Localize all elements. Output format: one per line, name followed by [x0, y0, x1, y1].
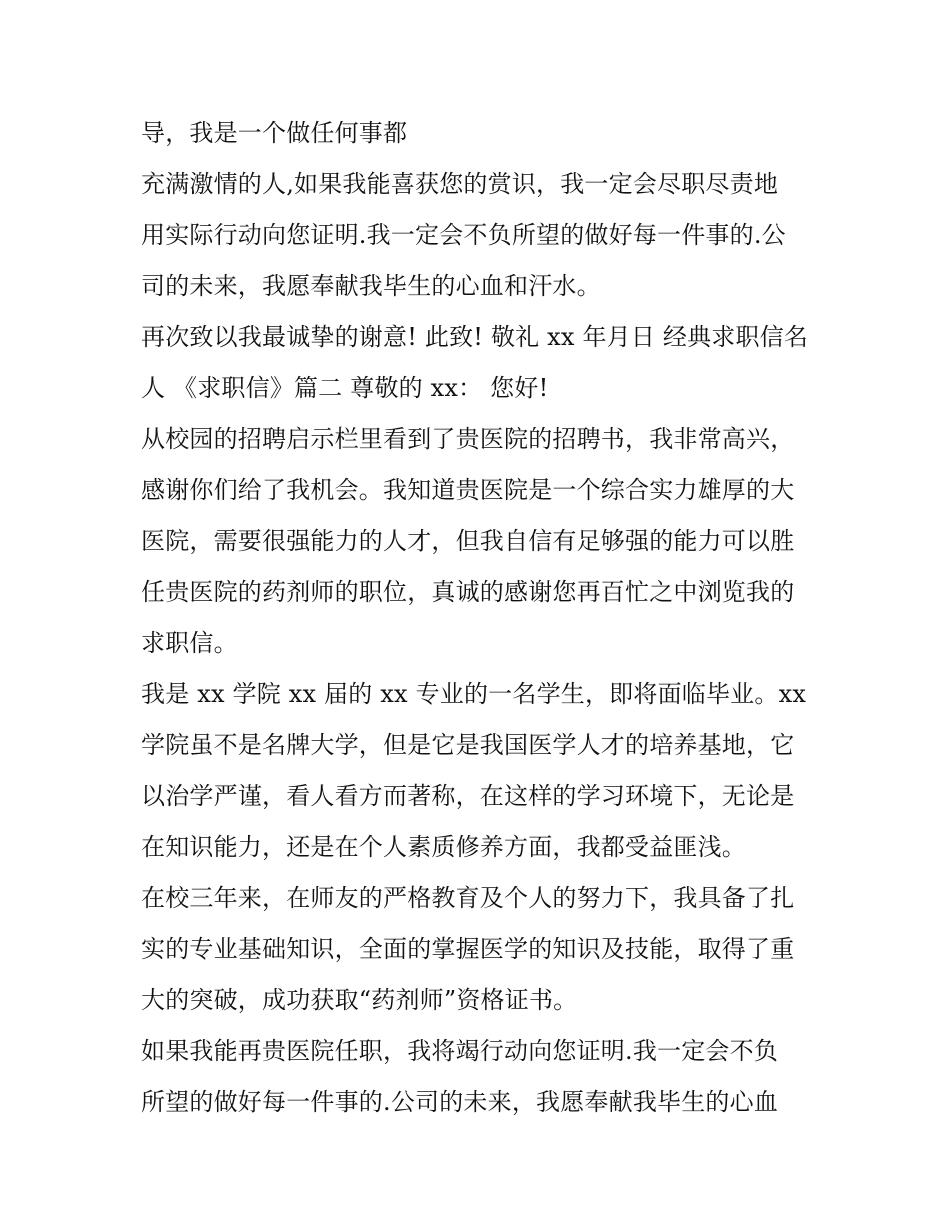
text-line: 学院虽不是名牌大学，但是它是我国医学人才的培养基地，它: [141, 731, 795, 759]
text-line: 在校三年来，在师友的严格教育及个人的努力下，我具备了扎: [141, 884, 795, 912]
text-line: 在知识能力，还是在个人素质修养方面，我都受益匪浅。: [141, 833, 746, 861]
text-line: 从校园的招聘启示栏里看到了贵医院的招聘书，我非常高兴，: [141, 425, 795, 453]
text-line: 以治学严谨，看人看方而著称，在这样的学习环境下，无论是: [141, 782, 795, 810]
text-line: 人 《求职信》篇二 尊敬的 xx： 您好!: [141, 374, 549, 402]
text-line: 任贵医院的药剂师的职位，真诚的感谢您再百忙之中浏览我的: [141, 578, 795, 606]
text-line: 司的未来，我愿奉献我毕生的心血和汗水。: [141, 272, 601, 300]
text-line: 再次致以我最诚挚的谢意! 此致! 敬礼 xx 年月日 经典求职信名: [141, 323, 809, 351]
text-line: 感谢你们给了我机会。我知道贵医院是一个综合实力雄厚的大: [141, 476, 795, 504]
text-line: 如果我能再贵医院任职，我将竭行动向您证明.我一定会不负: [141, 1037, 779, 1065]
text-line: 实的专业基础知识，全面的掌握医学的知识及技能，取得了重: [141, 935, 795, 963]
text-line: 所望的做好每一件事的.公司的未来，我愿奉献我毕生的心血: [141, 1088, 779, 1116]
text-line: 充满激情的人,如果我能喜获您的赏识，我一定会尽职尽责地: [141, 170, 779, 198]
text-line: 大的突破，成功获取“药剂师”资格证书。: [141, 986, 578, 1014]
text-line: 导，我是一个做任何事都: [141, 119, 408, 147]
text-line: 医院，需要很强能力的人才，但我自信有足够强的能力可以胜: [141, 527, 795, 555]
text-line: 求职信。: [141, 629, 238, 657]
text-line: 我是 xx 学院 xx 届的 xx 专业的一名学生，即将面临毕业。xx: [141, 680, 807, 708]
document-body: [141, 108, 821, 1128]
text-line: 用实际行动向您证明.我一定会不负所望的做好每一件事的.公: [141, 221, 786, 249]
